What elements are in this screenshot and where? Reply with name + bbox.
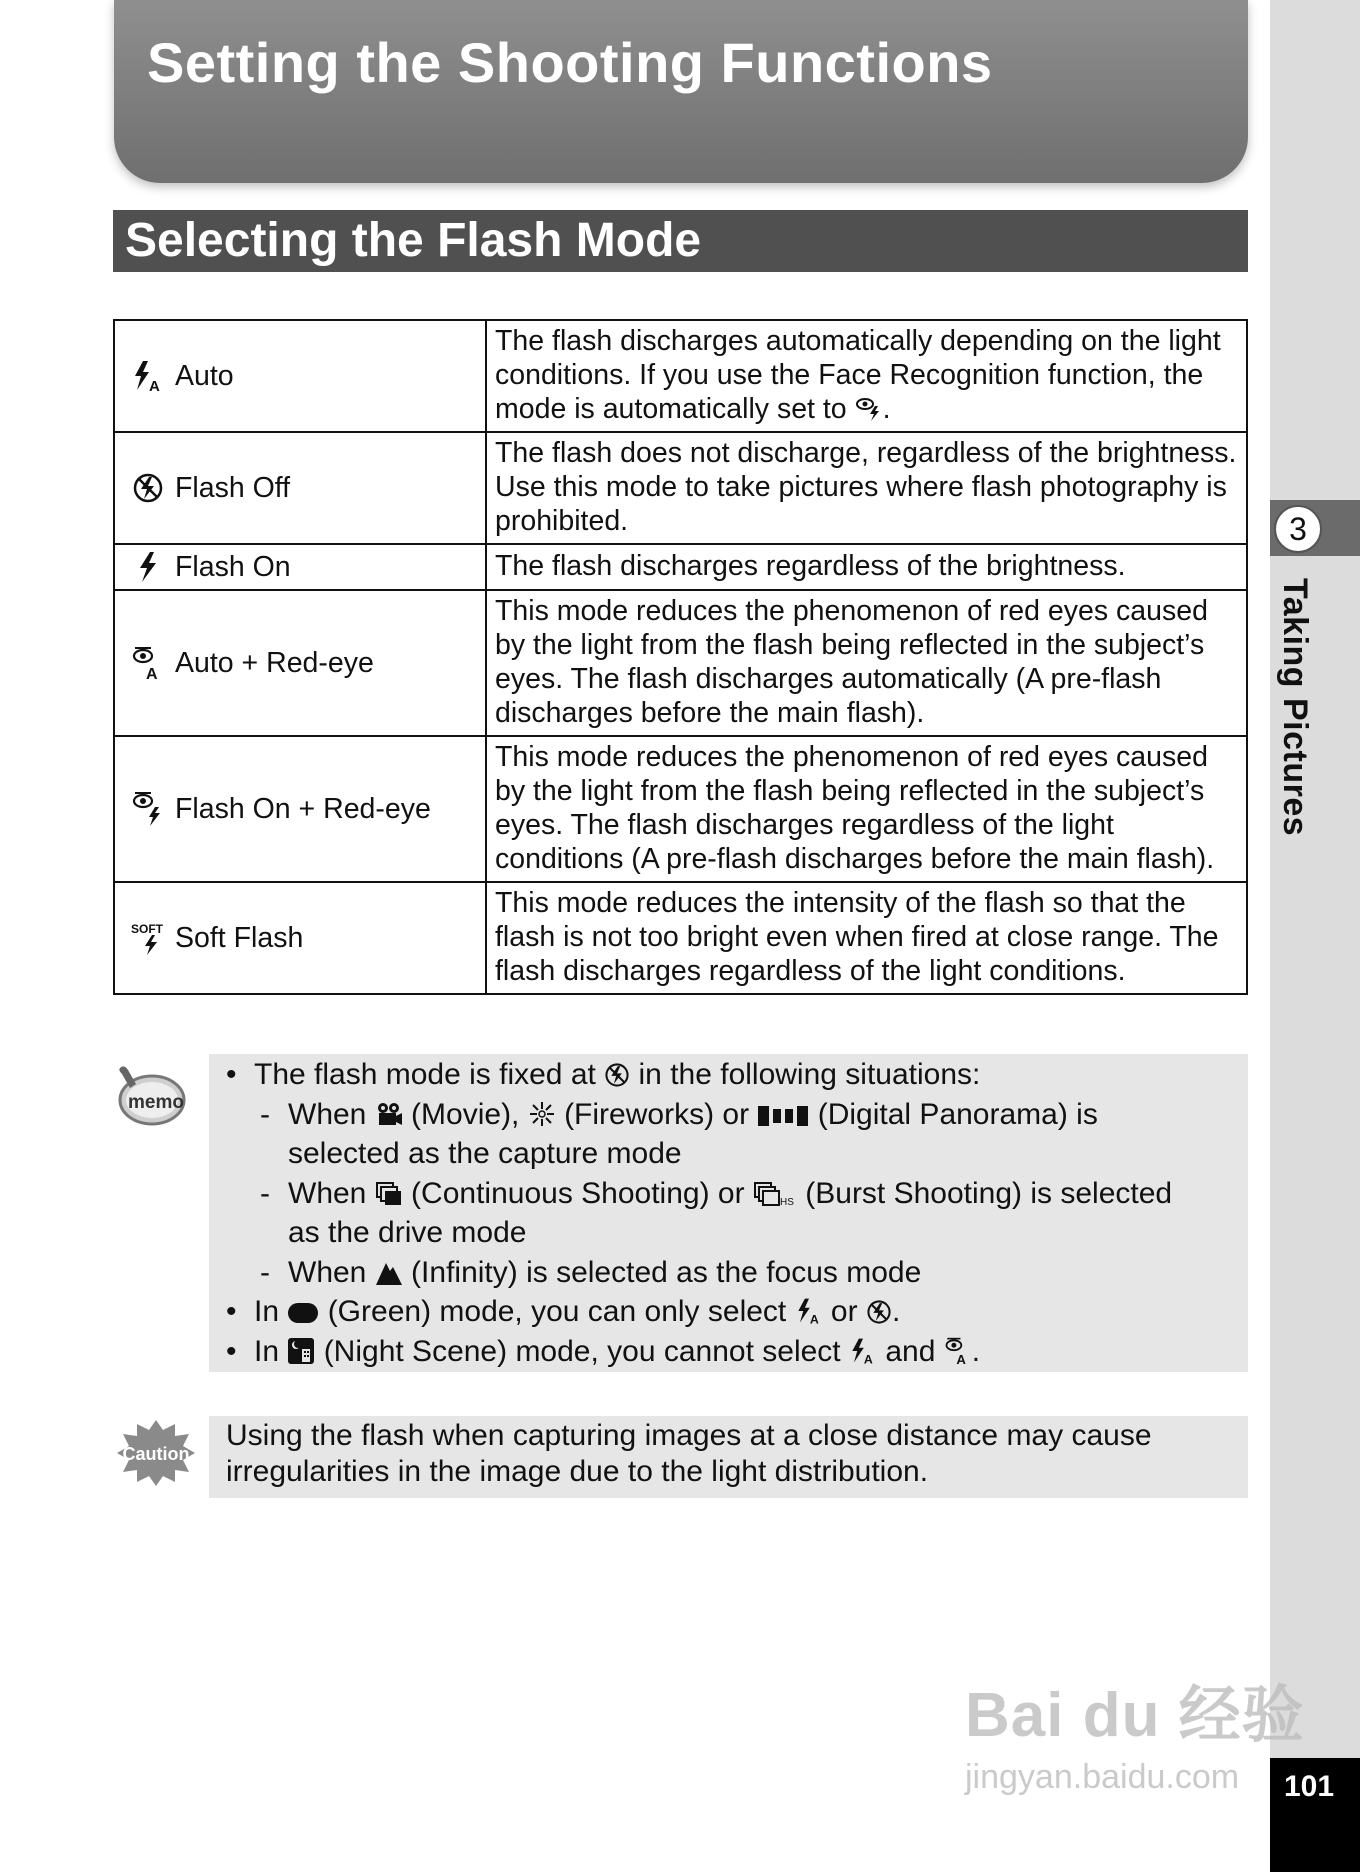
- list-item: - When (Infinity) is selected as the focus mode: [224, 1253, 1234, 1293]
- movie-icon: [375, 1102, 403, 1128]
- flash-on-red-eye-icon: [855, 394, 883, 422]
- mode-description: The flash discharges automatically depending on the light conditions. If you use the Face Recognition function, the mode is automatically set to .: [486, 320, 1247, 432]
- table-row: [114, 320, 1247, 432]
- table-row: [114, 590, 1247, 736]
- flash-auto-icon: [795, 1297, 823, 1325]
- flash-on-icon: [115, 551, 175, 583]
- fireworks-icon: [528, 1100, 556, 1128]
- night-scene-icon: [287, 1337, 315, 1365]
- flash-off-icon: [115, 472, 175, 504]
- svg-text:A: A: [956, 1351, 966, 1365]
- mode-name: Auto + Red-eye: [175, 647, 374, 679]
- table-row: [114, 432, 1247, 544]
- table-row: [114, 736, 1247, 882]
- svg-text:SOFT: SOFT: [131, 922, 163, 936]
- chapter-title: Setting the Shooting Functions: [147, 31, 993, 94]
- chapter-number: 3: [1274, 505, 1322, 553]
- mode-description: This mode reduces the intensity of the flash so that the flash is not too bright even when fired at close range. The flash discharges regardless of the light conditions.: [486, 882, 1247, 994]
- mode-name: Flash On + Red-eye: [175, 793, 431, 825]
- svg-text:HS: HS: [779, 1196, 794, 1207]
- memo-badge: [114, 1062, 186, 1133]
- list-item: - When (Continuous Shooting) or HS (Burst Shooting) is selected as the drive mode: [224, 1174, 1234, 1253]
- mode-name: Flash Off: [175, 472, 291, 504]
- flash-on-red-eye-icon: [115, 791, 175, 827]
- watermark: [965, 1665, 1305, 1797]
- svg-text:A: A: [809, 1312, 819, 1325]
- watermark-url: jingyan.baidu.com: [965, 1758, 1240, 1796]
- digital-panorama-icon: [757, 1104, 809, 1128]
- flash-mode-table: [113, 319, 1248, 995]
- mode-description: This mode reduces the phenomenon of red eyes caused by the light from the flash being reflected in the subject’s eyes. The flash discharges automatically (A pre-flash discharges before the main flash).: [486, 590, 1247, 736]
- mode-name: Auto: [175, 360, 234, 392]
- page-number: 101: [1283, 1770, 1335, 1803]
- flash-off-icon: [866, 1299, 892, 1325]
- list-item: • In (Night Scene) mode, you cannot select A and A .: [224, 1332, 1234, 1372]
- watermark-brand: Bai du 经验: [965, 1681, 1305, 1750]
- auto-red-eye-icon: [944, 1337, 972, 1365]
- table-row: [114, 882, 1247, 994]
- flash-off-icon: [604, 1062, 630, 1088]
- list-item: • The flash mode is fixed at in the following situations:: [224, 1055, 1234, 1095]
- mode-name: Soft Flash: [175, 922, 304, 954]
- mode-name: Flash On: [175, 551, 291, 583]
- caution-text: Using the flash when capturing images at a close distance may cause irregularities in the image due to the light distribution.: [226, 1419, 1152, 1488]
- chapter-label: Taking Pictures: [1276, 578, 1314, 837]
- section-title: Selecting the Flash Mode: [125, 214, 702, 267]
- svg-text:Caution: Caution: [122, 1444, 190, 1464]
- infinity-mountain-icon: [375, 1260, 403, 1286]
- side-strip: [1270, 0, 1360, 1872]
- svg-text:A: A: [146, 666, 158, 680]
- mode-description: The flash does not discharge, regardless of the brightness. Use this mode to take pictures where flash photography is prohibited.: [486, 432, 1247, 544]
- flash-auto-icon: [115, 359, 175, 393]
- svg-text:A: A: [863, 1351, 873, 1365]
- burst-shooting-icon: [753, 1181, 797, 1207]
- caution-badge: [115, 1418, 197, 1493]
- mode-description: The flash discharges regardless of the brightness.: [486, 544, 1247, 590]
- auto-red-eye-icon: [115, 646, 175, 680]
- continuous-shooting-icon: [375, 1181, 403, 1207]
- flash-auto-icon: [849, 1337, 877, 1365]
- memo-list: [224, 1055, 1234, 1371]
- table-row: [114, 544, 1247, 590]
- svg-text:A: A: [149, 378, 160, 393]
- mode-description: This mode reduces the phenomenon of red eyes caused by the light from the flash being reflected in the subject’s eyes. The flash discharges regardless of the light conditions (A pre-flash discharges before the main flash).: [486, 736, 1247, 882]
- green-mode-icon: [287, 1301, 319, 1325]
- svg-text:memo: memo: [128, 1092, 184, 1113]
- list-item: - When (Movie), (Fireworks) or (Digital Panorama) is selected as the capture mode: [224, 1095, 1234, 1174]
- soft-flash-icon: [115, 920, 175, 956]
- list-item: • In (Green) mode, you can only select A or .: [224, 1292, 1234, 1332]
